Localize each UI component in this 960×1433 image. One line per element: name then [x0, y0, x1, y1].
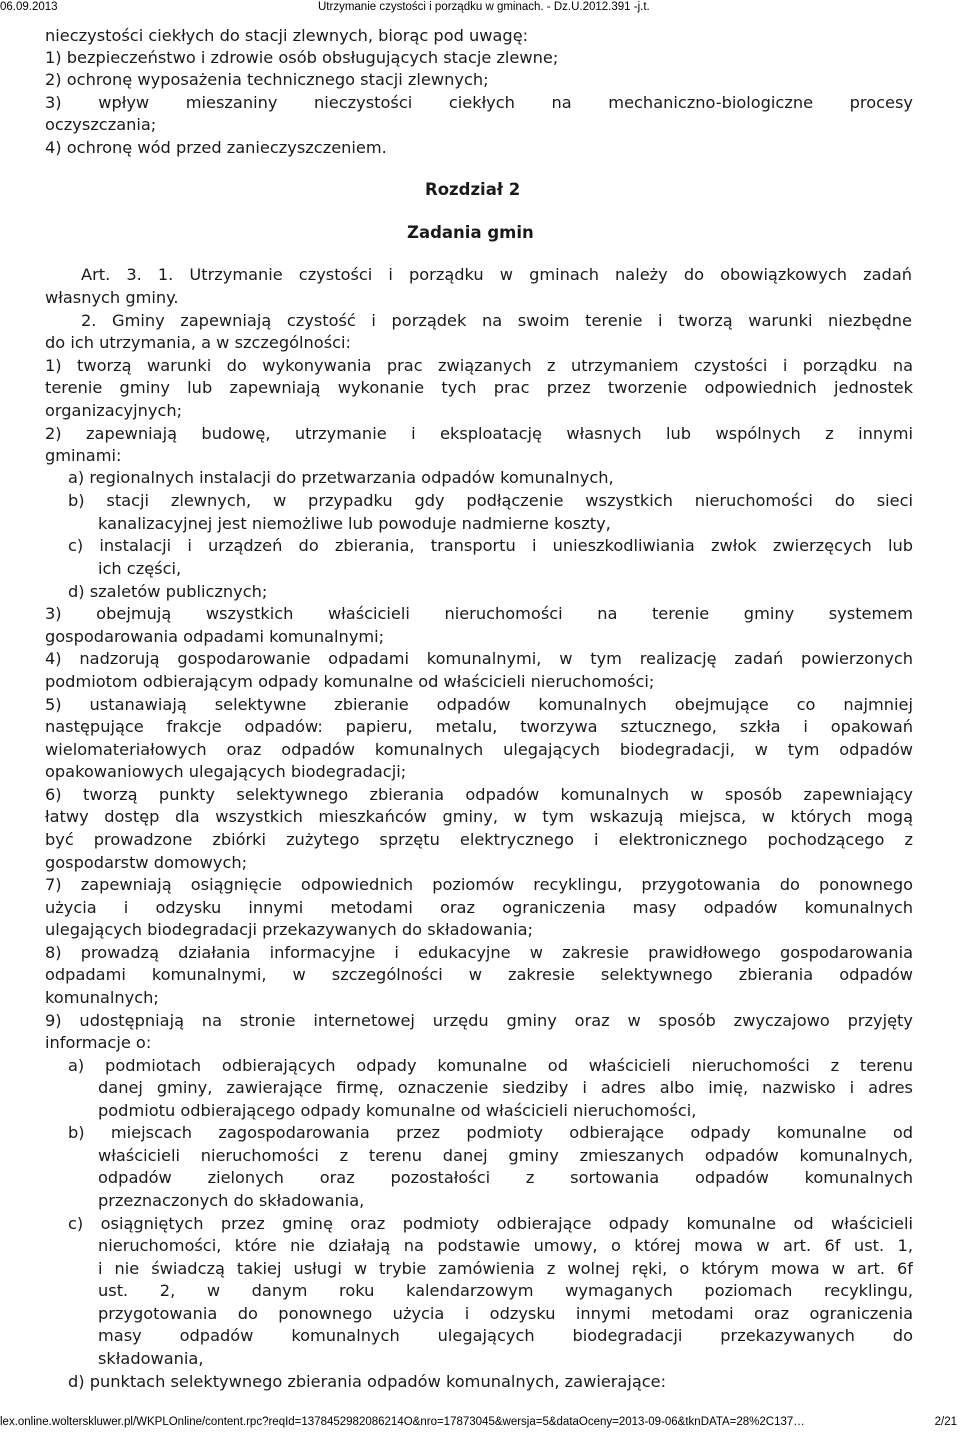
page-footer — [0, 1414, 960, 1432]
text-line: oczyszczania; — [45, 115, 157, 134]
text-line: podmiotom odbierającym odpady komunalne od właścicieli nieruchomości; — [45, 672, 655, 691]
text-line: ich części, — [98, 559, 182, 578]
text-line: informacje o: — [45, 1033, 152, 1052]
text-line: 5) ustanawiają selektywne zbieranie odpadów komunalnych obejmujące co najmniej — [45, 695, 913, 714]
text-line: 4) ochronę wód przed zanieczyszczeniem. — [45, 138, 387, 157]
text-line: 1) bezpieczeństwo i zdrowie osób obsługujących stacje zlewne; — [45, 48, 559, 67]
text-line: komunalnych; — [45, 988, 159, 1007]
text-line: Art. 3. 1. Utrzymanie czystości i porządku w gminach należy do obowiązkowych zadań — [81, 265, 912, 284]
text-line: następujące frakcje odpadów: papieru, metalu, tworzywa sztucznego, szkła i opakowań — [45, 717, 913, 736]
text-line: 8) prowadzą działania informacyjne i edukacyjne w zakresie prawidłowego gospodarowania — [45, 943, 913, 962]
text-line: 4) nadzorują gospodarowanie odpadami komunalnymi, w tym realizację zadań powierzonych — [45, 649, 913, 668]
text-line: łatwy dostęp dla wszystkich mieszkańców gminy, w tym wskazują miejsca, w których mogą — [45, 807, 913, 826]
text-line: terenie gminy lub zapewniają wykonanie tych prac przez tworzenie odpowiednich jednostek — [45, 378, 913, 397]
text-line: gospodarstw domowych; — [45, 853, 248, 872]
text-line: przygotowania do ponownego użycia i odzysku innymi metodami oraz ograniczenia — [98, 1304, 913, 1323]
heading-line: Rozdział 2 — [425, 180, 521, 199]
text-line: a) regionalnych instalacji do przetwarzania odpadów komunalnych, — [68, 468, 614, 487]
heading-line: Zadania gmin — [407, 223, 534, 242]
text-line: składowania, — [98, 1349, 204, 1368]
text-line: podmiotu odbierającego odpady komunalne od właścicieli nieruchomości, — [98, 1101, 697, 1120]
text-line: b) stacji zlewnych, w przypadku gdy podłączenie wszystkich nieruchomości do sieci — [68, 491, 913, 510]
text-line: 7) zapewniają osiągnięcie odpowiednich poziomów recyklingu, przygotowania do ponownego — [45, 875, 913, 894]
page-number: 2/21 — [934, 1416, 957, 1428]
header-title: Utrzymanie czystości i porządku w gminach. - Dz.U.2012.391 -j.t. — [318, 1, 650, 13]
text-line: kanalizacyjnej jest niemożliwe lub powoduje nadmierne koszty, — [98, 514, 611, 533]
text-line: 3) obejmują wszystkich właścicieli nieruchomości na terenie gminy systemem — [45, 604, 913, 623]
text-line: masy odpadów komunalnych ulegających biodegradacji przekazywanych do — [98, 1326, 913, 1345]
text-line: 1) tworzą warunki do wykonywania prac związanych z utrzymaniem czystości i porządku na — [45, 356, 913, 375]
text-line: odpadami komunalnymi, w szczególności w zakresie selektywnego zbierania odpadów — [45, 965, 913, 984]
text-line: ust. 2, w danym roku kalendarzowym wymaganych poziomach recyklingu, — [98, 1281, 913, 1300]
text-line: c) instalacji i urządzeń do zbierania, transportu i unieszkodliwiania zwłok zwierzęcych lub — [68, 536, 913, 555]
text-line: d) punktach selektywnego zbierania odpadów komunalnych, zawierające: — [68, 1372, 667, 1391]
text-line: i nie świadczą takiej usługi w trybie zamówienia z wolnej ręki, o którym mowa w art. 6f — [98, 1259, 913, 1278]
text-line: 9) udostępniają na stronie internetowej urzędu gminy oraz w sposób zwyczajowo przyjęty — [45, 1011, 913, 1030]
footer-url[interactable]: lex.online.wolterskluwer.pl/WKPLOnline/content.rpc?reqId=1378452982086214O&nro=17873045&wersja=5&dataOceny=2013-09-06&tknDATA=28%2C137… — [0, 1416, 805, 1428]
text-line: właścicieli nieruchomości z terenu danej gminy zmieszanych odpadów komunalnych, — [98, 1146, 913, 1165]
text-line: użycia i odzysku innymi metodami oraz ograniczenia masy odpadów komunalnych — [45, 898, 913, 917]
header-date: 06.09.2013 — [0, 1, 58, 13]
text-line: d) szaletów publicznych; — [68, 582, 268, 601]
text-line: c) osiągniętych przez gminę oraz podmioty odbierające odpady komunalne od właścicieli — [68, 1214, 913, 1233]
text-line: organizacyjnych; — [45, 401, 183, 420]
text-line: 2) zapewniają budowę, utrzymanie i eksploatację własnych lub wspólnych z innymi — [45, 424, 913, 443]
text-line: gminami: — [45, 446, 122, 465]
text-line: nieruchomości, które nie działają na podstawie umowy, o której mowa w art. 6f ust. 1, — [98, 1236, 913, 1255]
text-line: 2. Gminy zapewniają czystość i porządek na swoim terenie i tworzą warunki niezbędne — [81, 311, 912, 330]
text-line: nieczystości ciekłych do stacji zlewnych, biorąc pod uwagę: — [45, 26, 529, 45]
text-line: ulegających biodegradacji przekazywanych do składowania; — [45, 920, 534, 939]
text-line: być prowadzone zbiórki zużytego sprzętu elektrycznego i elektronicznego pochodzącego z — [45, 830, 913, 849]
text-line: wielomateriałowych oraz odpadów komunalnych ulegających biodegradacji, w tym odpadów — [45, 740, 913, 759]
text-line: 2) ochronę wyposażenia technicznego stacji zlewnych; — [45, 70, 489, 89]
text-line: danej gminy, zawierające firmę, oznaczenie siedziby i adres albo imię, nazwisko i adres — [98, 1078, 913, 1097]
text-line: własnych gminy. — [45, 288, 179, 307]
text-line: przeznaczonych do składowania, — [98, 1191, 365, 1210]
text-line: opakowaniowych ulegających biodegradacji; — [45, 762, 407, 781]
text-line: 3) wpływ mieszaniny nieczystości ciekłych na mechaniczno-biologiczne procesy — [45, 93, 913, 112]
text-line: b) miejscach zagospodarowania przez podmioty odbierające odpady komunalne od — [68, 1123, 913, 1142]
text-line: do ich utrzymania, a w szczególności: — [45, 333, 351, 352]
text-line: odpadów zielonych oraz pozostałości z sortowania odpadów komunalnych — [98, 1168, 913, 1187]
text-line: 6) tworzą punkty selektywnego zbierania odpadów komunalnych w sposób zapewniający — [45, 785, 913, 804]
text-line: a) podmiotach odbierających odpady komunalne od właścicieli nieruchomości z terenu — [68, 1056, 913, 1075]
text-line: gospodarowania odpadami komunalnymi; — [45, 627, 385, 646]
